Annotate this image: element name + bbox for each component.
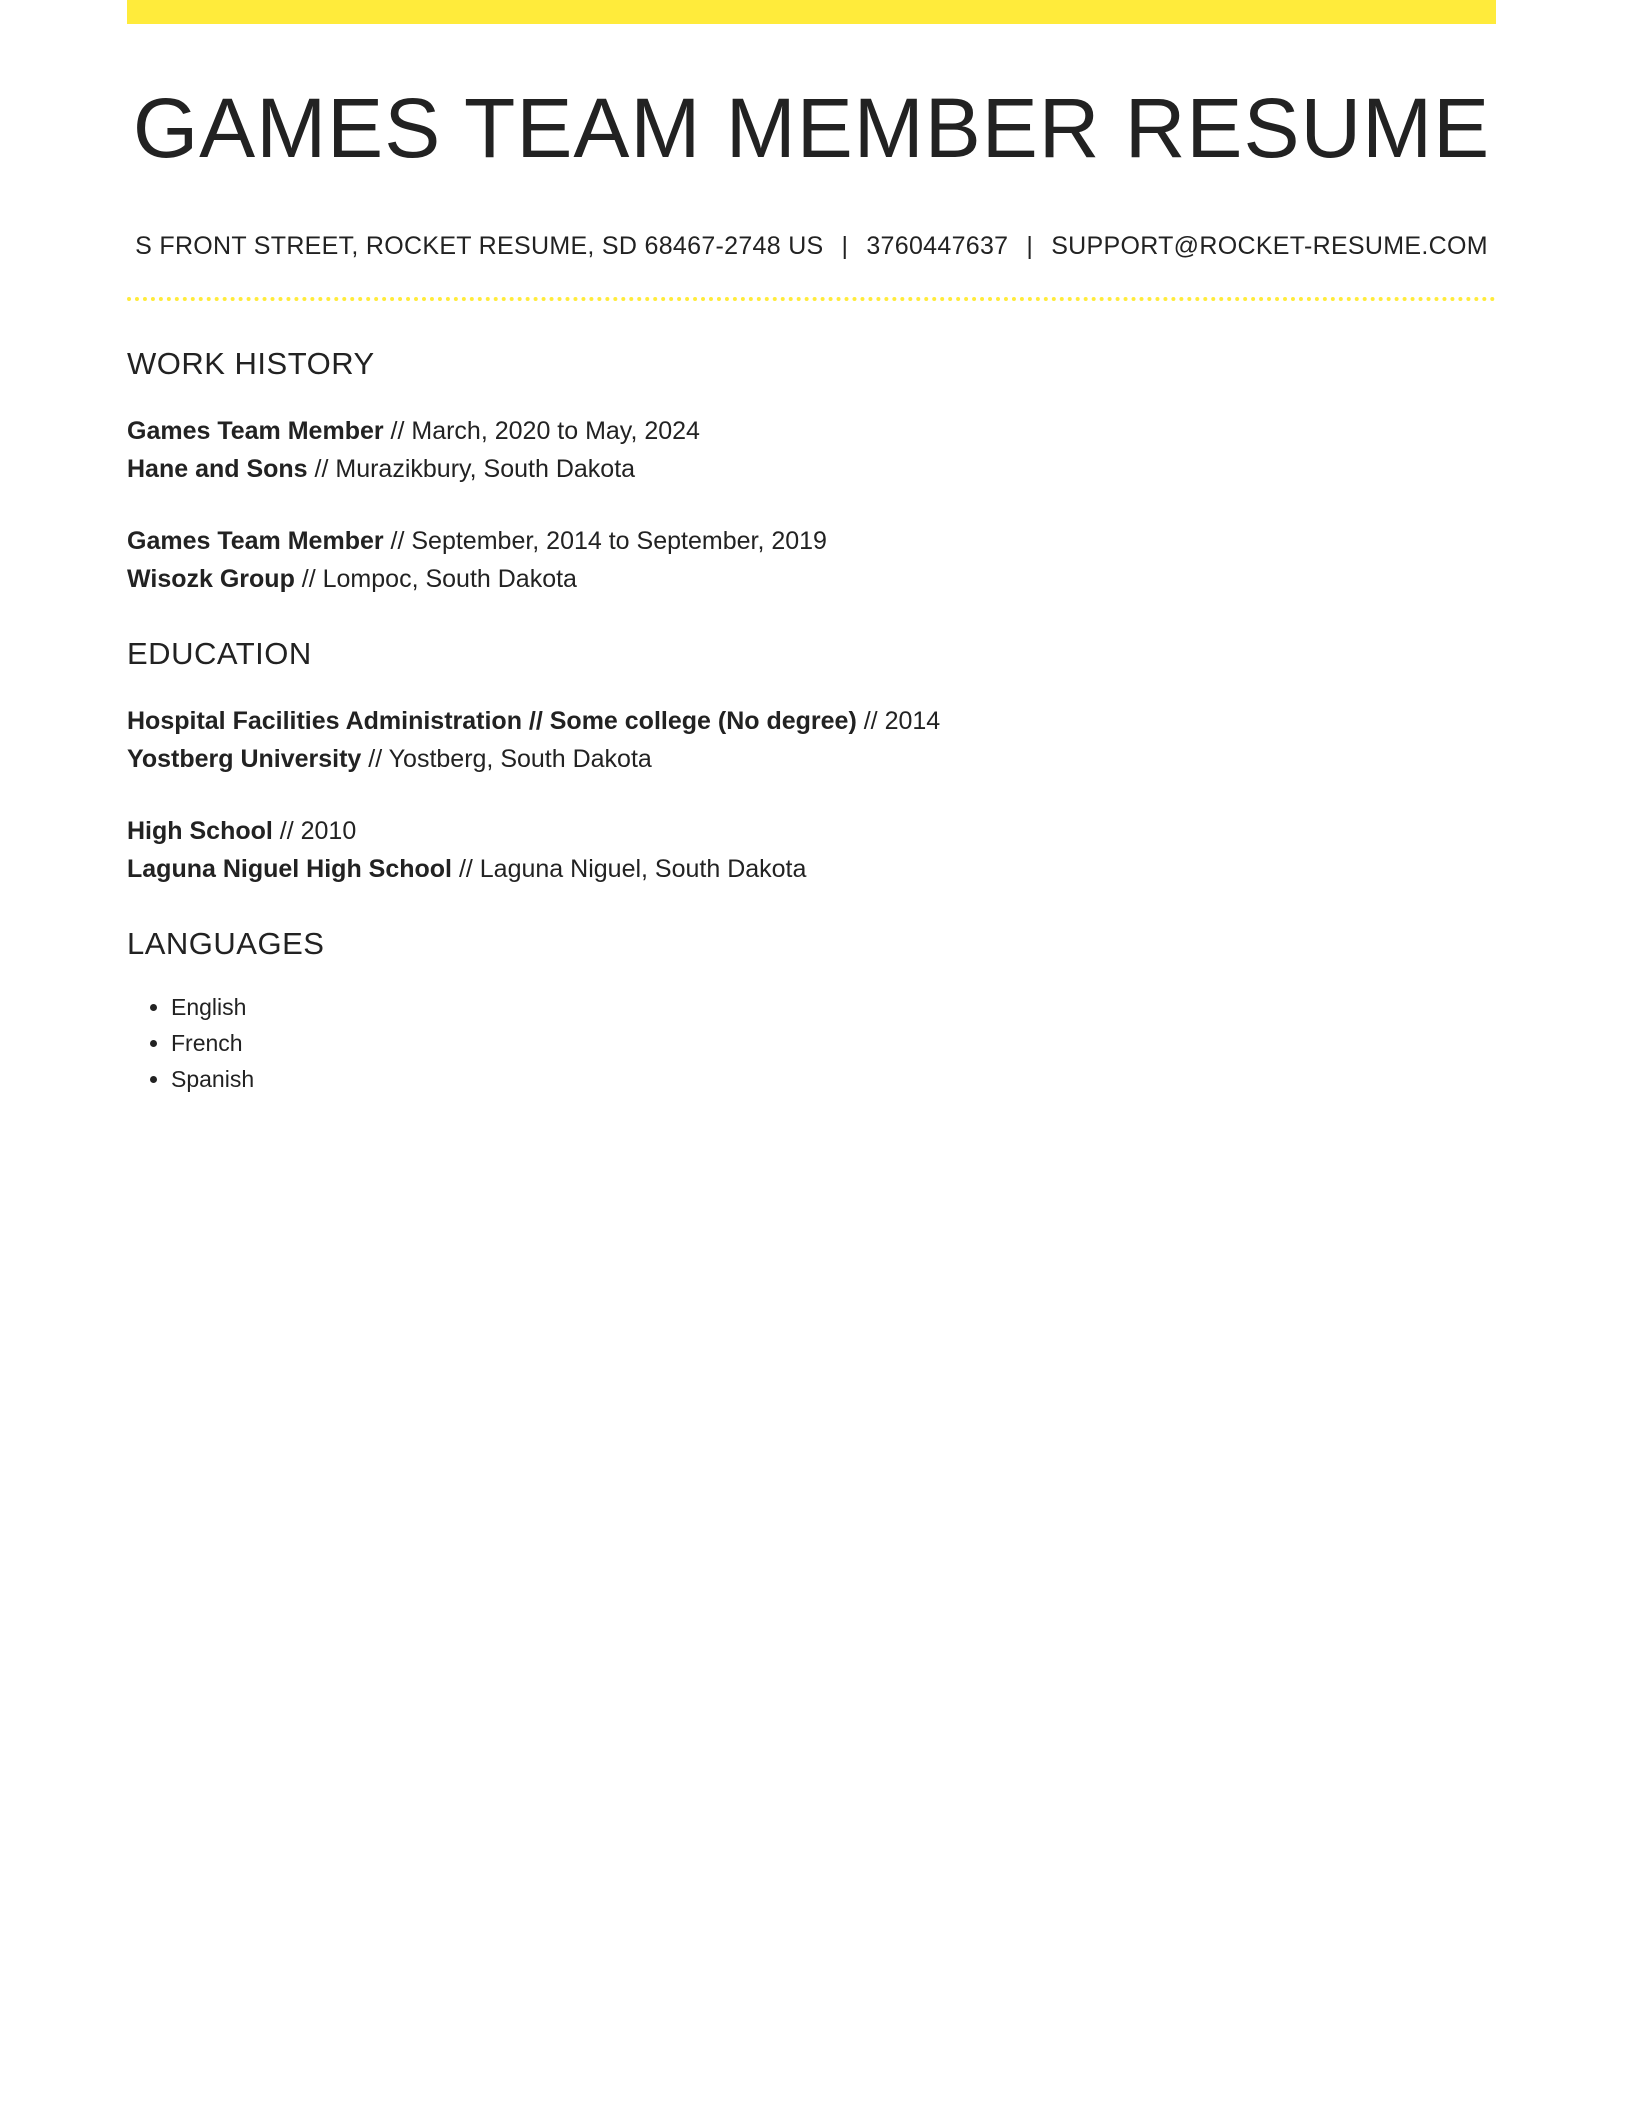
contact-line [127,232,1496,261]
work-role: Games Team Member [127,527,384,556]
education-school-line [127,740,1496,778]
work-entry-role-line [127,412,1496,450]
work-location: // Murazikbury, South Dakota [307,455,636,484]
education-school: Laguna Niguel High School [127,855,452,884]
language-item: • English [171,989,1496,1025]
work-entry-role-line [127,522,1496,560]
work-company: Wisozk Group [127,565,295,594]
education-section [127,636,1496,888]
education-location: // Laguna Niguel, South Dakota [452,855,807,884]
education-degree: High School [127,817,273,846]
work-role: Games Team Member [127,417,384,446]
languages-list [127,989,1496,1097]
contact-separator: | [841,232,849,261]
contact-separator: | [1026,232,1034,261]
language-item: • Spanish [171,1061,1496,1097]
education-school: Yostberg University [127,745,362,774]
work-entry-company-line [127,450,1496,488]
education-year: // 2010 [272,817,357,846]
section-heading-languages: LANGUAGES [127,926,325,962]
language-item: • French [171,1025,1496,1061]
education-degree: Hospital Facilities Administration // Some college (No degree) [127,707,857,736]
work-history-section [127,346,1496,598]
contact-email[interactable]: SUPPORT@ROCKET-RESUME.COM [1051,232,1488,261]
work-dates: // September, 2014 to September, 2019 [383,527,827,556]
work-entry [127,522,1496,598]
work-location: // Lompoc, South Dakota [294,565,577,594]
contact-phone: 3760447637 [866,232,1009,261]
work-company: Hane and Sons [127,455,308,484]
section-heading-work-history: WORK HISTORY [127,346,375,382]
education-year: // 2014 [856,707,941,736]
education-degree-line [127,702,1496,740]
work-entry-company-line [127,560,1496,598]
work-entry [127,412,1496,488]
resume-title: GAMES TEAM MEMBER RESUME [132,81,1491,175]
contact-address: S FRONT STREET, ROCKET RESUME, SD 68467-2748 US [135,232,824,261]
work-dates: // March, 2020 to May, 2024 [383,417,700,446]
header-divider [127,297,1496,301]
resume-page [127,0,1496,1097]
accent-top-bar [127,0,1496,24]
section-heading-education: EDUCATION [127,636,312,672]
education-school-line [127,850,1496,888]
education-entry [127,812,1496,888]
languages-section [127,926,1496,1097]
education-degree-line [127,812,1496,850]
education-location: // Yostberg, South Dakota [361,745,652,774]
education-entry [127,702,1496,778]
